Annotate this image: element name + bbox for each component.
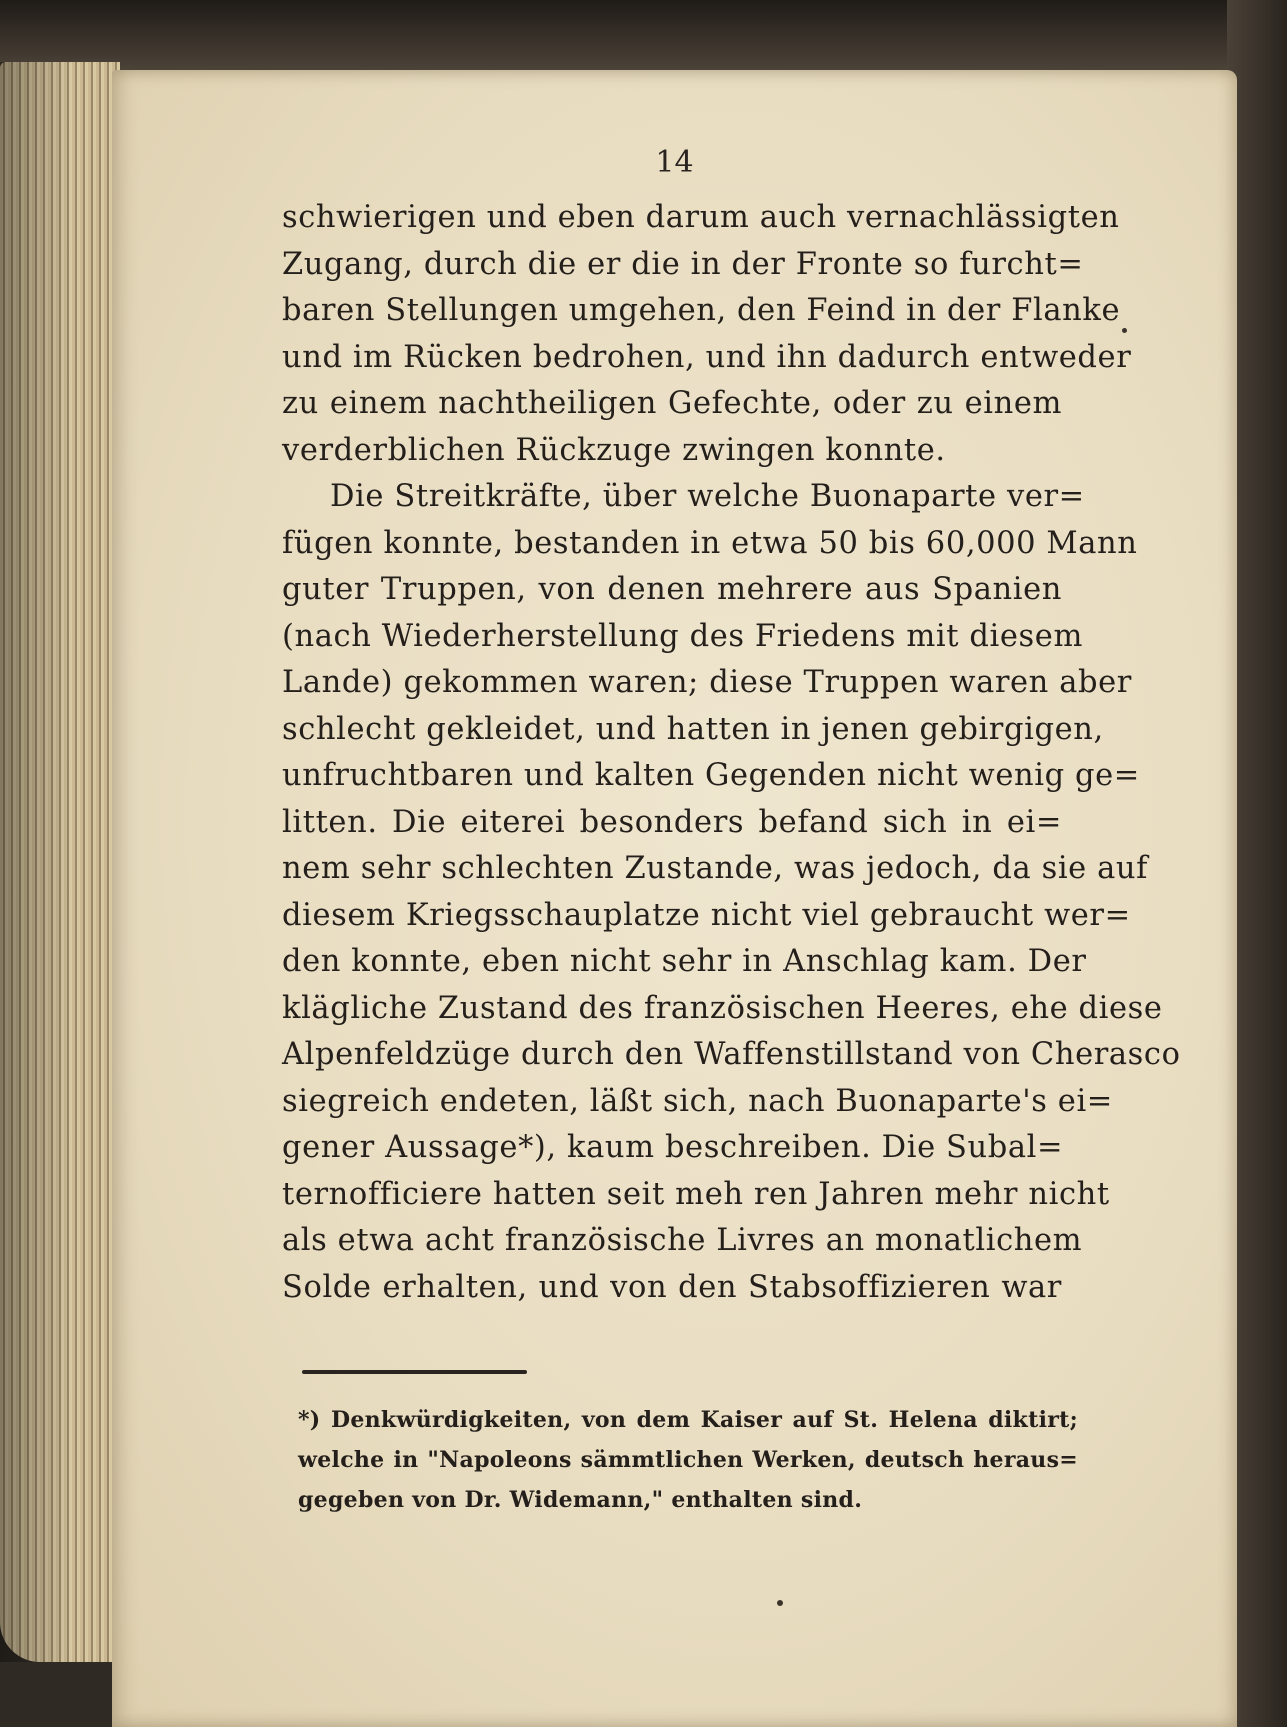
text-line: gener Aussage*), kaum beschreiben. Die Subal=: [282, 1130, 1064, 1165]
text-line: diesem Kriegsschauplatze nicht viel gebraucht wer=: [282, 897, 1131, 933]
text-line: als etwa acht französische Livres an monatlichem: [282, 1223, 1083, 1258]
text-line: Alpenfeldzüge durch den Waffenstillstand von Cherasco: [282, 1037, 1181, 1072]
text-line: schwierigen und eben darum auch vernachlässigten: [282, 200, 1120, 235]
text-line: fügen konnte, bestanden in etwa 50 bis 60,000 Mann: [282, 525, 1138, 561]
text-line: verderblichen Rückzuge zwingen konnte.: [282, 432, 946, 468]
text-line: zu einem nachtheiligen Gefechte, oder zu einem: [282, 386, 1062, 421]
text-line: klägliche Zustand des französischen Heeres, ehe diese: [282, 990, 1163, 1026]
text-line: nem sehr schlechten Zustande, was jedoch, da sie auf: [282, 851, 1149, 886]
text-line: baren Stellungen umgehen, den Feind in der Flanke: [282, 293, 1121, 328]
text-line: Lande) gekommen waren; diese Truppen waren aber: [282, 665, 1132, 700]
text-line: siegreich endeten, läßt sich, nach Buonaparte's ei=: [282, 1083, 1113, 1119]
paragraph-start-line: Die Streitkräfte, über welche Buonaparte ver=: [330, 479, 1085, 514]
book-cover-top: [0, 0, 1287, 70]
text-line: Zugang, durch die er die in der Fronte so furcht=: [282, 246, 1084, 282]
text-line: und im Rücken bedrohen, und ihn dadurch entweder: [282, 339, 1132, 375]
footnote-rule: [302, 1370, 527, 1374]
body-text: [282, 195, 1181, 1311]
footnote-line: gegeben von Dr. Widemann," enthalten sind.: [298, 1487, 863, 1513]
page-number: 14: [655, 145, 694, 180]
text-line: unfruchtbaren und kalten Gegenden nicht wenig ge=: [282, 758, 1140, 793]
text-line: guter Truppen, von denen mehrere aus Spanien: [282, 572, 1062, 607]
text-line: den konnte, eben nicht sehr in Anschlag kam. Der: [282, 944, 1087, 979]
text-line: (nach Wiederherstellung des Friedens mit diesem: [282, 618, 1083, 654]
ink-speck: [777, 1600, 783, 1606]
footnote: [298, 1400, 1078, 1520]
text-line: ternofficiere hatten seit meh ren Jahren mehr nicht: [282, 1176, 1110, 1212]
footnote-line: welche in "Napoleons sämmtlichen Werken, deutsch heraus=: [298, 1447, 1078, 1473]
footnote-line: *) Denkwürdigkeiten, von dem Kaiser auf St. Helena diktirt;: [298, 1407, 1078, 1433]
text-line: schlecht gekleidet, und hatten in jenen gebirgigen,: [282, 711, 1104, 747]
text-line: litten. Die eiterei besonders befand sich in ei=: [282, 804, 1062, 840]
book-page: [112, 70, 1237, 1727]
text-line: Solde erhalten, und von den Stabsoffizieren war: [282, 1269, 1062, 1305]
ink-speck: [1122, 328, 1127, 333]
page-edges-shadow: [0, 62, 120, 1662]
